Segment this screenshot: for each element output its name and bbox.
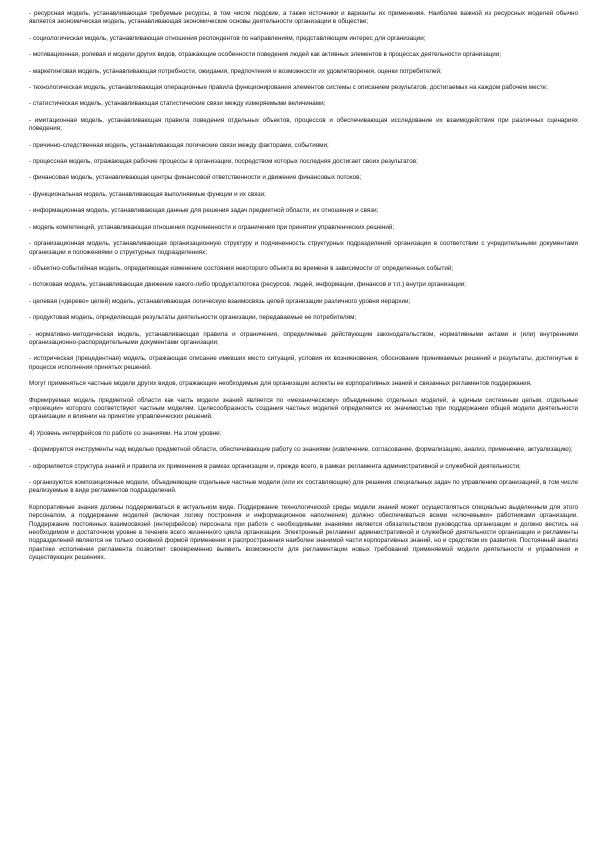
paragraph: - целевая («дерево» целей) модель, устанавливающая логическую взаимосвязь целей организации различного уровня иерархии; [29,297,411,305]
paragraph: Могут применяться частные модели других видов, отражающие необходимые для организации аспекты ее корпоративных знаний и связанных регламентов поддержания. [29,380,532,388]
paragraph: - организационная модель, устанавливающая организационную структуру и подчиненность структурных подразделений организации в соответствии с учредительными документами организации и положениями о структурных подразделениях; [29,240,578,256]
paragraph: - финансовая модель, устанавливающая центры финансовой ответственности и движение финансовых потоков; [29,174,362,182]
paragraph: - оформляется структура знаний и правила их применения в рамках организации и, прежде всего, в рамках регламента административной и служебной деятельности; [29,462,521,470]
paragraph: - статистическая модель, устанавливающая статистические связи между измеряемыми величинами; [29,100,326,108]
paragraph: - имитационная модель, устанавливающая правила поведения отдельных объектов, процессов и обеспечивающая исследование их взаимодействия при различных сценариях поведения; [29,116,578,133]
paragraph: - объектно-событийная модель, определяющая изменение состояния некоторого объекта во времени в зависимости от определенных событий; [29,264,454,272]
paragraph: - модель компетенций, устанавливающая отношения подчиненности и ограничения при принятии управленческих решений; [29,223,395,231]
paragraph: - социологическая модель, устанавливающая отношения респондентов по направлениям, представляющим интерес для организации; [29,34,426,42]
paragraph: - формируются инструменты над моделью предметной области, обеспечивающие работу со знаниями (извлечение, согласование, формализацию, анализ, применение, актуализацию); [29,446,573,454]
paragraph: - процессная модель, отражающая рабочие процессы в организации, посредством которых последняя достигает своих результатов; [29,158,418,166]
paragraph: - информационная модель, устанавливающая данные для решения задач предметной области, их отношения и связи; [29,207,379,215]
paragraph: - функциональная модель, устанавливающая выполняемые функции и их связи; [29,190,266,198]
section-heading: 4) Уровень интерфейсов по работе со знаниями. На этом уровне: [29,429,222,437]
paragraph: - организуются композиционные модели, объединяющие отдельные частные модели (или их составляющие) для решения специальных задач по управлению организацией, в том числе реализуемые в виде регламентов подразделений. [29,479,578,495]
paragraph: - нормативно-методическая модель, устанавливающая правила и ограничения, определяемые действующим законодательством, нормативными актами и (или) внутренними организационно-распорядительными документами организации; [29,330,578,346]
paragraph: - продуктовая модель, определяющая результаты деятельности организации, передаваемые ее потребителям; [29,314,357,322]
paragraph: - историческая (прецедентная) модель, отражающая описание имевших место ситуаций, условия их возникновения, обоснование принимаемых решений и результаты, достигнутые в процессе исполнения принятых решений. [29,355,578,371]
paragraph: - технологическая модель, устанавливающая операционные правила функционирования элементов системы с описанием результатов, достигаемых на каждом рабочем месте; [29,84,548,92]
paragraph: Формируемая модель предметной области как часть модели знаний является по «механическому» объединению отдельных моделей, а единым системным целым, отдельные «проекции» которого соответствуют частным моделям. Целесообразность создания частных моделей определяется их значимостью при поддержании общей модели деятельности организации и влиянии на принятие управленческих решений. [29,396,578,421]
paragraph: - причинно-следственная модель, устанавливающая логические связи между факторами, событиями; [29,141,329,149]
paragraph: - мотивационная, ролевая и модели других видов, отражающие особенности поведения людей как активных элементов в процессах деятельности организации; [29,51,502,59]
paragraph: - ресурсная модель, устанавливающая требуемые ресурсы, в том числе людские, а также источники и варианты их применения. Наиболее важной из ресурсных моделей обычно является экономическая модель, устанавливающая экономические основы деятельности организации в обществе; [29,10,578,26]
paragraph: - потоковая модель, устанавливающая движение какого-либо продукта/потока (ресурсов, людей, информации, финансов и т.п.) внутри организации; [29,281,467,289]
paragraph: Корпоративные знания должны поддерживаться в актуальном виде. Поддержание технологической среды модели знаний может осуществляться специально выделенным для этого персоналом, а поддержание моделей (включая логику построения и информационное наполнение) должно обеспечиваться всеми «ключевыми» работниками организации. Поддержание постоянных взаимосвязей (интерфейсов) персонала при работе с необходимыми знаниями является обязательством руководства организации и должно вестись на необходимом и достаточном уровне в течение всего жизненного цикла организации. Электронный регламент административной и служебной деятельности организации и регламенты подразделений являются не только основной формой применения и распространения наиболее значимой части корпоративных знаний, но и средством их развития. Постоянный анализ практики исполнения регламента позволяет своевременно выявить возможности для регламентации новых требований применяемой модели деятельности и управления и существующих решениях. [29,503,578,562]
paragraph: - маркетинговая модель, устанавливающая потребности, ожидания, предпочтения и возможности их удовлетворения, оценки потребителей; [29,67,442,75]
